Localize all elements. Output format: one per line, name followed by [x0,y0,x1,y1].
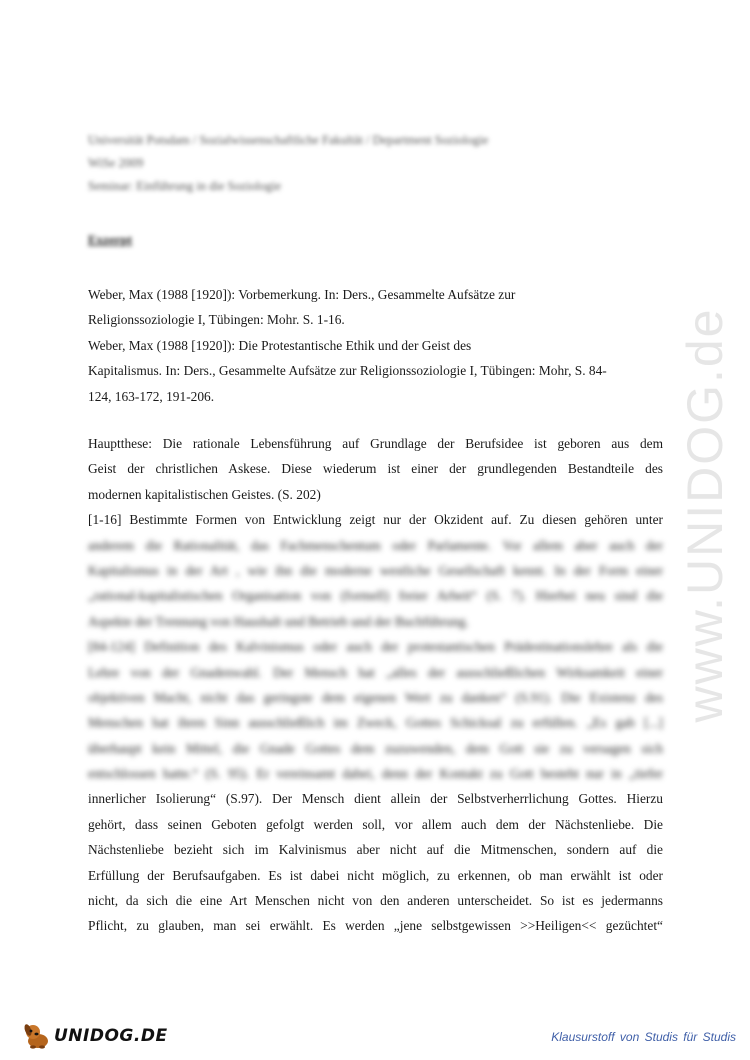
header-seminar: Seminar: Einführung in die Soziologie [88,179,282,193]
text-line: Aspekte der Trennung von Haushalt und Betrieb und der Buchführung. [88,613,469,629]
text-line: „rational-kapitalistischen Organisation von (formell) freier Arbeit“ (S. 7). Hierbei neu sind die [88,588,663,604]
reference-line: Weber, Max (1988 [1920]): Vorbemerkung. In: Ders., Gesammelte Aufsätze zur [88,287,516,302]
text-line: Hauptthese: Die rationale Lebensführung auf Grundlage der Berufsidee ist geboren aus dem [88,436,663,451]
reference-line: 124, 163-172, 191-206. [88,388,215,404]
paragraph-main-thesis [88,431,663,533]
text-line: Nächstenliebe bezieht sich im Kalvinismus aber nicht auf die Mitmenschen, sondern auf die [88,842,663,858]
document-title: Exzerpt [88,232,133,247]
text-line: anderem die Rationalität, das Fachmenschentum oder Parlamente. Vor allem aber auch der [88,537,663,553]
text-line: überhaupt kein Mittel, die Gnade Gottes dem zuzuwenden, dem Gott sie zu versagen sich [88,740,663,756]
text-line: Kapitalismus in der Art , wie ihn die moderne westliche Gesellschaft kennt. In der Form einer [88,562,663,578]
paragraph-calvinism [88,786,663,938]
text-line: entschlossen hatte.“ (S. 95). Er vereinsamt dabei, denn der Kontakt zu Gott besteht nur in „tiefer [88,766,663,782]
reference-line: Religionssoziologie I, Tübingen: Mohr. S. 1-16. [88,312,345,328]
references [88,282,663,409]
text-line: Lehre von der Gnadenwahl. Der Mensch hat „alles der ausschließlichen Wirksamkeit einer [88,664,663,680]
text-line: objektiven Macht, nicht das geringste dem eigenen Wert zu danken“ (S.91). Die Existenz des [88,689,663,705]
text-line: gehört, dass seinen Geboten gefolgt werden soll, vor allem auch dem der Nächstenliebe. Die [88,816,663,832]
text-line: Menschen hat ihren Sinn ausschließlich im Zweck, Gottes Schicksal zu erfüllen. „Es gab [...] [88,715,663,731]
text-line: Erfüllung der Berufsaufgaben. Es ist dabei nicht möglich, zu erkennen, ob man erwählt ist oder [88,867,663,883]
document-header [88,129,648,198]
text-line: [84-124] Definition des Kalvinismus oder auch der protestantischen Prädestinationslehre als die [88,639,663,655]
text-line: [1-16] Bestimmte Formen von Entwicklung zeigt nur der Okzident auf. Zu diesen gehören unter [88,512,663,528]
body-text [88,431,663,939]
text-line: innerlicher Isolierung“ (S.97). Der Mensch dient allein der Selbstverherrlichung Gottes. Hierzu [88,791,663,807]
watermark-text: www.UNIDOG.de [677,307,733,723]
watermark [677,280,733,750]
reference-line: Weber, Max (1988 [1920]): Die Protestantische Ethik und der Geist des [88,337,472,353]
text-line: nicht, da sich die eine Art Menschen nicht von den anderen unterscheidet. So ist es jedermanns [88,893,663,909]
text-line: Pflicht, zu glauben, man sei erwählt. Es werden „jene selbstgewissen >>Heiligen<< gezüchtet“ [88,918,663,934]
logo-text: UNIDOG.DE [54,1026,168,1046]
text-line: Geist der christlichen Askese. Diese wiederum ist einer der grundlegenden Bestandteile des [88,461,663,477]
text-line: modernen kapitalistischen Geistes. (S. 202) [88,486,321,502]
unidog-logo[interactable] [22,1016,168,1050]
footer-tagline: Klausurstoff von Studis für Studis [551,1030,736,1044]
header-semester: WiSe 2009 [88,156,144,170]
reference-line: Kapitalismus. In: Ders., Gesammelte Aufsätze zur Religionssoziologie I, Tübingen: Mohr, S. 84- [88,363,607,379]
blurred-preview-section [88,533,663,787]
dog-mascot-icon [22,1020,52,1050]
header-university: Universität Potsdam / Sozialwissenschaftliche Fakultät / Department Soziologie [88,133,489,147]
